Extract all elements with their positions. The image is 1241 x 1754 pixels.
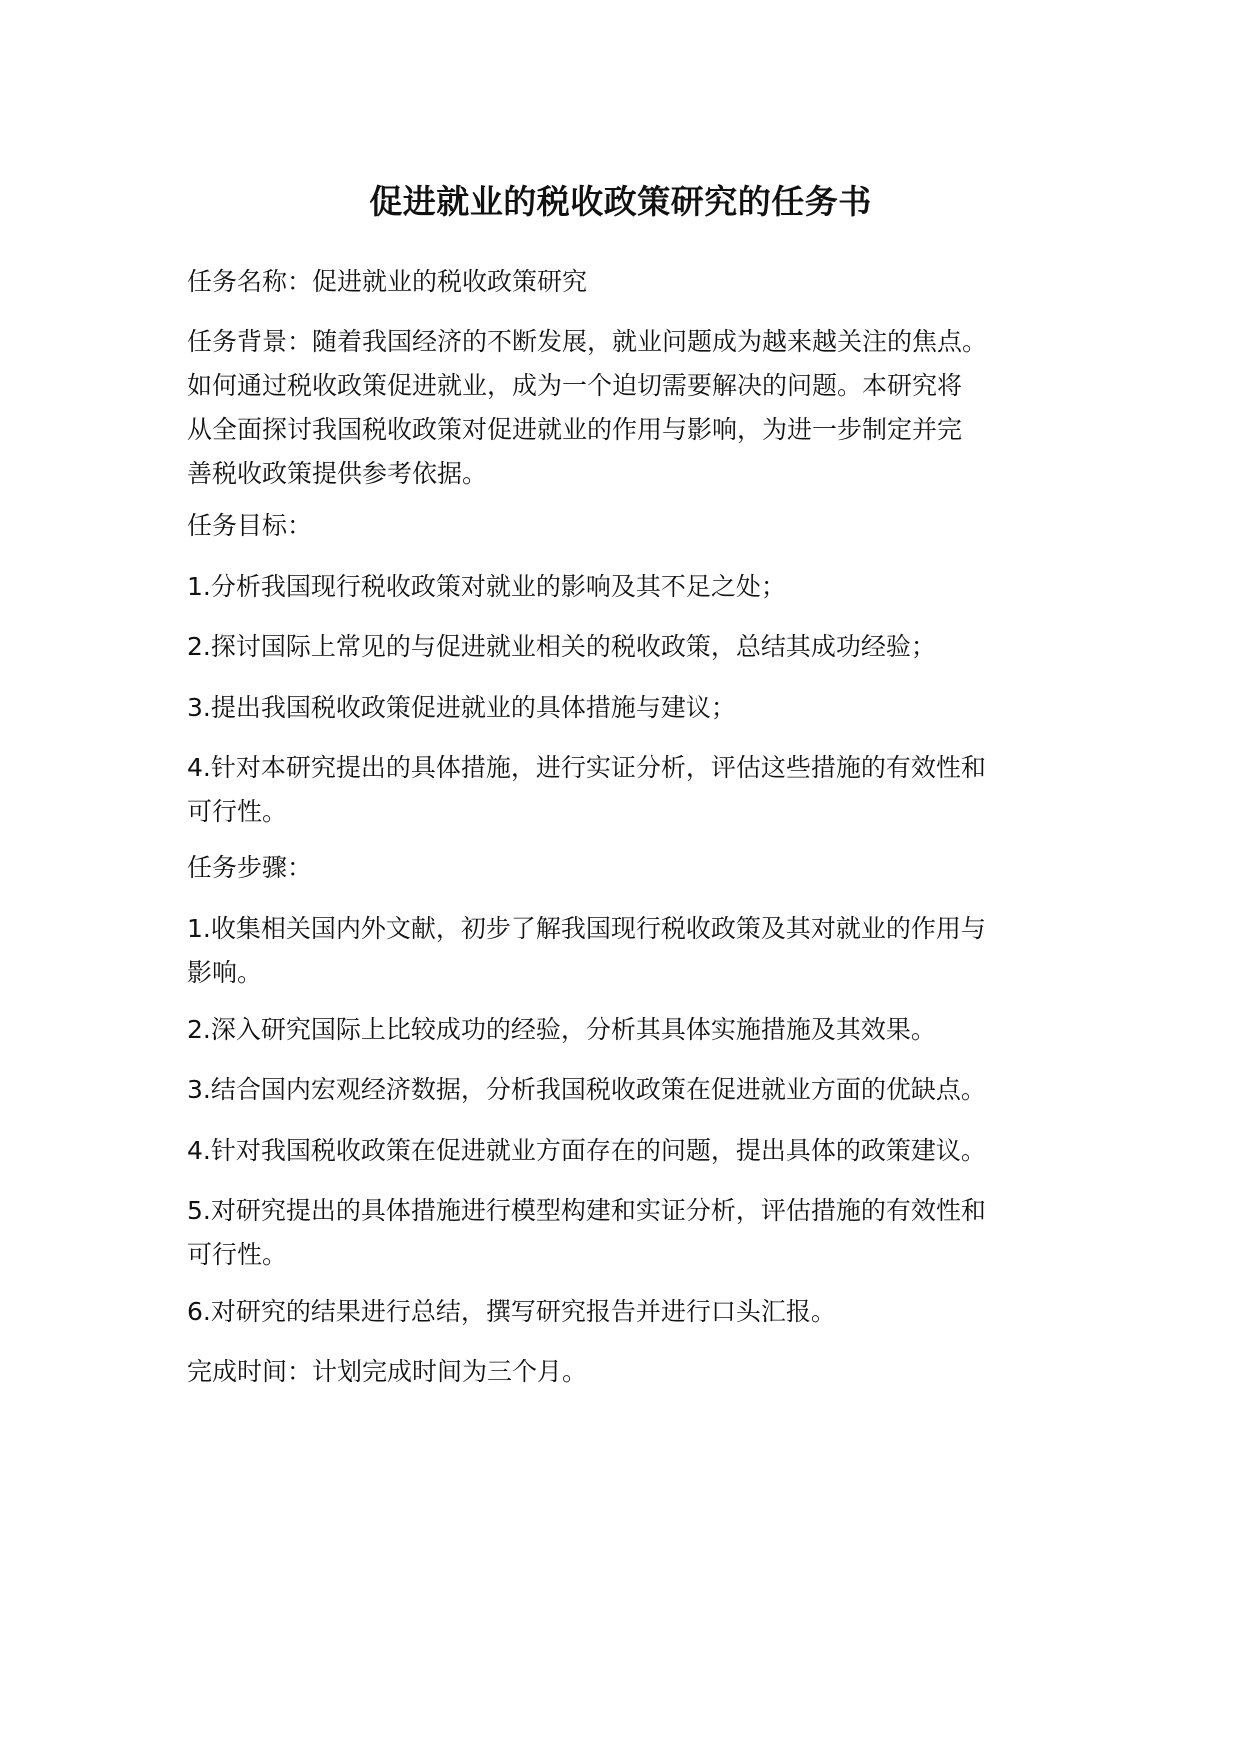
- goal-item-text: 2.探讨国际上常见的与促进就业相关的税收政策，总结其成功经验；: [187, 632, 936, 661]
- steps-heading-text: 任务步骤：: [187, 853, 313, 882]
- step-item: [187, 1068, 986, 1112]
- step-item-text: 5.对研究提出的具体措施进行模型构建和实证分析，评估措施的有效性和: [187, 1196, 986, 1225]
- goal-item: [187, 625, 936, 669]
- steps-heading: [187, 846, 312, 890]
- goal-item-text: 3.提出我国税收政策促进就业的具体措施与建议；: [187, 693, 736, 722]
- step-item-text: 4.针对我国税收政策在促进就业方面存在的问题，提出具体的政策建议。: [187, 1136, 986, 1165]
- step-item: [187, 1129, 986, 1173]
- step-item-text: 2.深入研究国际上比较成功的经验，分析其具体实施措施及其效果。: [187, 1015, 936, 1044]
- document-title: 促进就业的税收政策研究的任务书: [369, 182, 872, 221]
- step-item-text: 3.结合国内宏观经济数据，分析我国税收政策在促进就业方面的优缺点。: [187, 1075, 986, 1104]
- goal-item: [187, 746, 986, 834]
- goal-item-text: 4.针对本研究提出的具体措施，进行实证分析，评估这些措施的有效性和: [187, 753, 986, 782]
- step-item: [187, 1008, 936, 1052]
- step-item: [187, 1290, 836, 1334]
- background-line: 如何通过税收政策促进就业，成为一个迫切需要解决的问题。本研究将: [187, 371, 963, 400]
- background-paragraph: [187, 320, 987, 496]
- completion-paragraph: [187, 1350, 587, 1394]
- step-item-text: 影响。: [187, 958, 263, 987]
- background-line: 任务背景：随着我国经济的不断发展，就业问题成为越来越关注的焦点。: [187, 327, 988, 356]
- goals-heading: [187, 504, 312, 548]
- background-line: 从全面探讨我国税收政策对促进就业的作用与影响，为进一步制定并完: [187, 415, 963, 444]
- goal-item-text: 可行性。: [187, 797, 288, 826]
- goals-heading-text: 任务目标：: [187, 511, 313, 540]
- step-item-text: 可行性。: [187, 1240, 288, 1269]
- goal-item: [187, 686, 736, 730]
- goal-item-text: 1.分析我国现行税收政策对就业的影响及其不足之处；: [187, 572, 786, 601]
- background-line: 善税收政策提供参考依据。: [187, 459, 488, 488]
- completion-text: 完成时间：计划完成时间为三个月。: [187, 1357, 588, 1386]
- goal-item: [187, 565, 786, 609]
- task-name-text: 任务名称：促进就业的税收政策研究: [187, 267, 588, 296]
- task-name-paragraph: [187, 260, 587, 304]
- step-item-text: 1.收集相关国内外文献，初步了解我国现行税收政策及其对就业的作用与: [187, 914, 986, 943]
- step-item: [187, 1189, 986, 1277]
- step-item: [187, 907, 986, 995]
- step-item-text: 6.对研究的结果进行总结，撰写研究报告并进行口头汇报。: [187, 1297, 836, 1326]
